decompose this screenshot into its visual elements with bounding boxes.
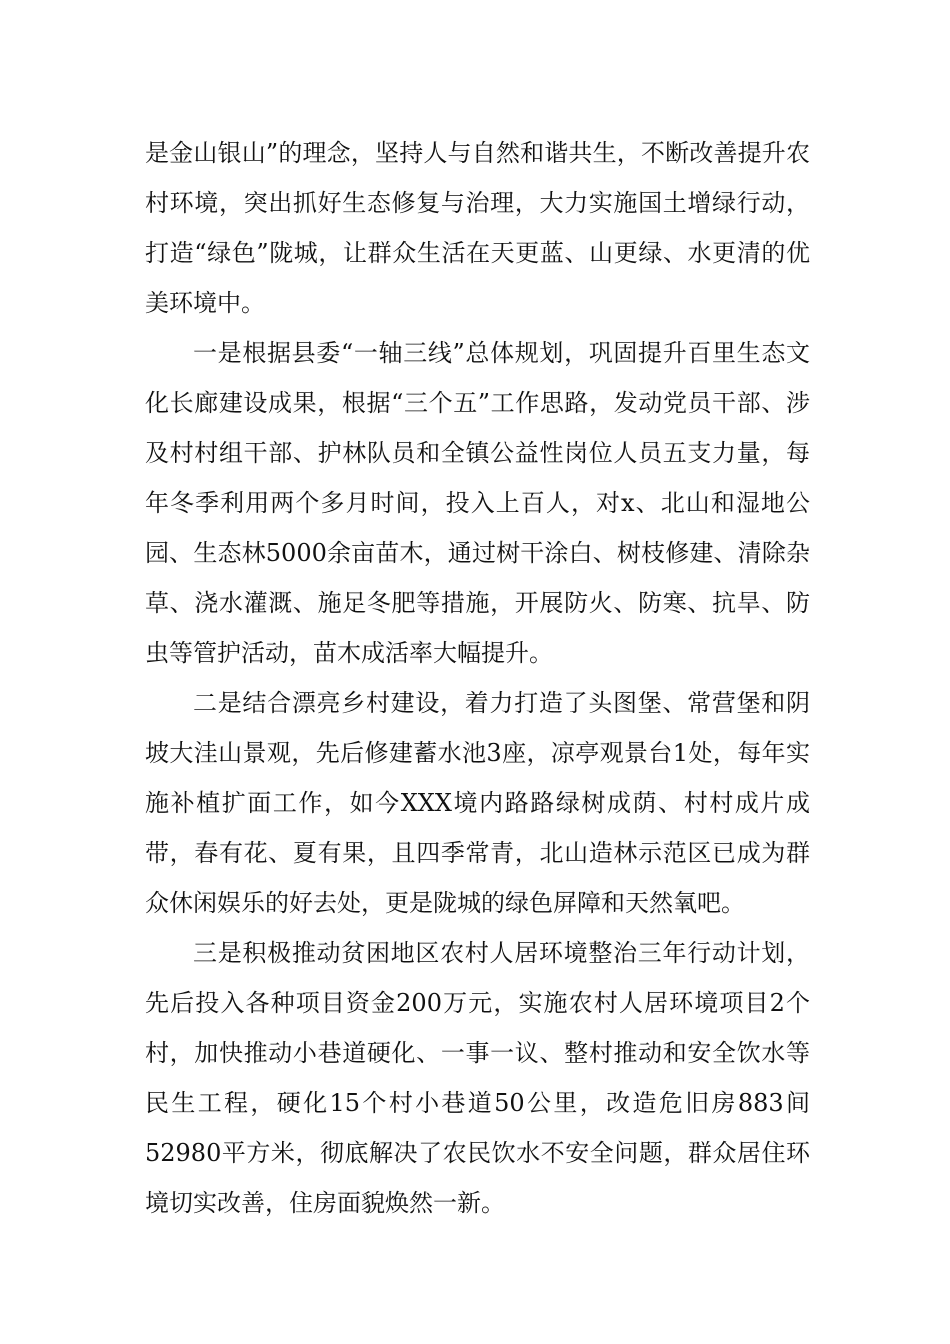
document-body	[145, 128, 810, 1228]
paragraph-continuation: 是金山银山”的理念，坚持人与自然和谐共生，不断改善提升农村环境，突出抓好生态修复与治理，大力实施国土增绿行动，打造“绿色”陇城，让群众生活在天更蓝、山更绿、水更清的优美环境中。	[145, 139, 810, 317]
paragraph-point-three: 三是积极推动贫困地区农村人居环境整治三年行动计划，先后投入各种项目资金200万元，实施农村人居环境项目2个村，加快推动小巷道硬化、一事一议、整村推动和安全饮水等民生工程，硬化15个村小巷道50公里，改造危旧房883间 52980平方米，彻底解决了农民饮水不安全问题，群众居住环境切实改善，住房面貌焕然一新。	[145, 939, 810, 1217]
paragraph-point-two: 二是结合漂亮乡村建设，着力打造了头图堡、常营堡和阴坡大洼山景观，先后修建蓄水池3座，凉亭观景台1处，每年实施补植扩面工作，如今XXX境内路路绿树成荫、村村成片成带，春有花、夏有果，且四季常青，北山造林示范区已成为群众休闲娱乐的好去处，更是陇城的绿色屏障和天然氧吧。	[145, 689, 810, 917]
paragraph-point-one: 一是根据县委“一轴三线”总体规划，巩固提升百里生态文化长廊建设成果，根据“三个五”工作思路，发动党员干部、涉及村村组干部、护林队员和全镇公益性岗位人员五支力量，每年冬季利用两个多月时间，投入上百人，对x、北山和湿地公园、生态林5000余亩苗木，通过树干涂白、树枝修建、清除杂草、浇水灌溉、施足冬肥等措施，开展防火、防寒、抗旱、防虫等管护活动，苗木成活率大幅提升。	[145, 339, 810, 667]
